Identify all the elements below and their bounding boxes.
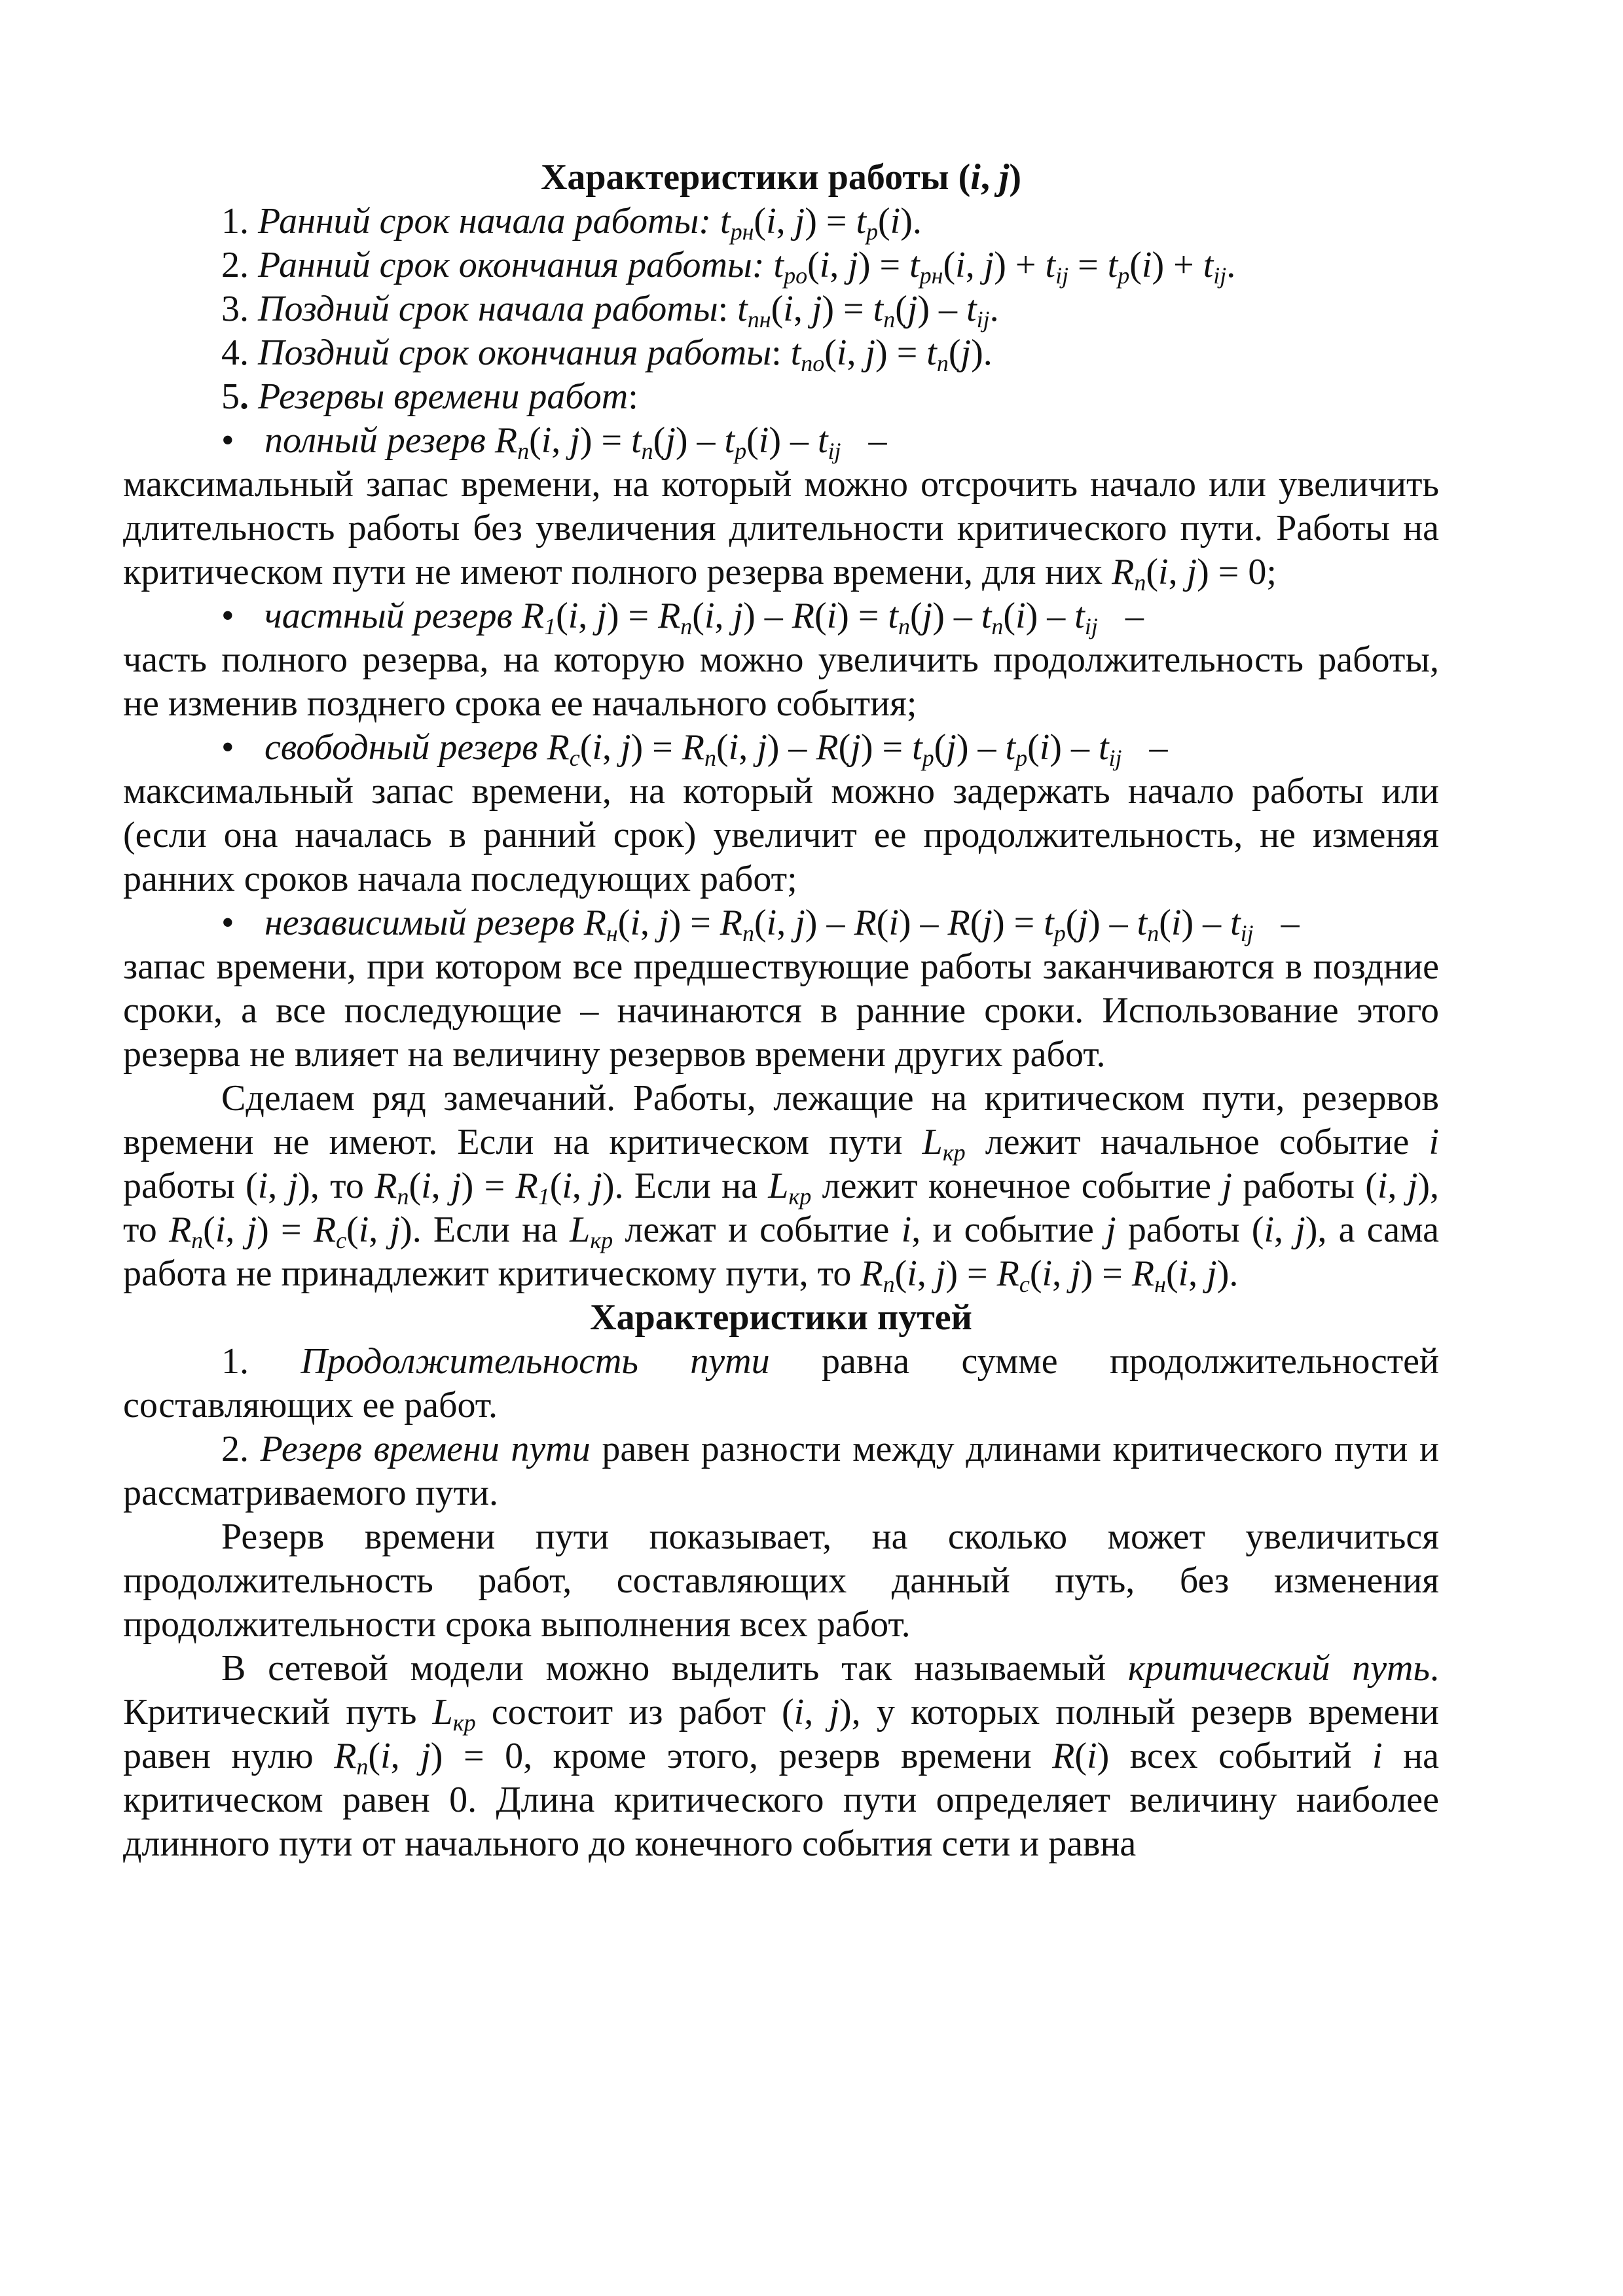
section2-title: Характеристики путей (590, 1297, 972, 1338)
document-page (123, 156, 1439, 1866)
bullet-independent-reserve: • независимый резерв $R_н(i$, $j) = R_п(i$, $j) - R(i) - R(j) = t_р(j) - t_п(i) - t_{ij}$ – (221, 903, 1300, 946)
paths-paragraph-4: В сетевой модели можно выделить так называемый критический путь. Критический путь $L_{кр}$ состоит из работ (i, j), у которых полный резерв времени равен нулю $R_п(i$, j) = 0, кроме этого, резерв времени R(i) всех событий i на критическом равен 0. Длина критического пути определяет величину наиболее длинного пути от начального до конечного события сети и равна (123, 1648, 1440, 1864)
section1-title: Характеристики работы (i, j) (540, 157, 1022, 198)
item-1: 1. Ранний срок начала работы: $t_{рн}(i$, $j) = t_р(i)$. (221, 201, 922, 245)
remarks-paragraph: Сделаем ряд замечаний. Работы, лежащие на критическом пути, резервов времени не имеют. Если на критическом пути $L_{кр}$ лежит начальное событие i работы (i, j), то $R_п(i$, $j) = R_1(i$, j). Если на $L_{кр}$ лежит конечное событие j работы (i, j), то $R_п(i$, $j) = R_с(i$, j). Если на $L_{кр}$ лежат и событие i, и событие j работы (i, j), а сама работа не принадлежит критическому пути, то $R_п(i$, $j) = R_с(i$, $j) = R_н(i$, j). (123, 1078, 1440, 1297)
paths-paragraph-1: 1. Продолжительность пути равна сумме продолжительностей составляющих ее работ. (123, 1341, 1440, 1426)
bullet-independent-reserve-text: запас времени, при котором все предшествующие работы заканчиваются в поздние сроки, а все последующие – начинаются в ранние сроки. Использование этого резерва не влияет на величину резервов времени других работ. (123, 946, 1439, 1075)
paths-paragraph-3: Резерв времени пути показывает, на сколько может увеличиться продолжительность работ, составляющих данный путь, без изменения продолжительности срока выполнения всех работ. (123, 1516, 1439, 1645)
item-5: 5. Резервы времени работ: (221, 376, 638, 417)
bullet-full-reserve-text: максимальный запас времени, на который можно отсрочить начало или увеличить длительность работы без увеличения длительности критического пути. Работы на критическом пути не имеют полного резерва времени, для них $R_п(i$, j) = 0; (123, 464, 1439, 596)
bullet-full-reserve: • полный резерв $R_п(i$, $j) = t_п(j) - t_р(i) - t_{ij}$ – (221, 420, 887, 464)
item-2: 2. Ранний срок окончания работы: $t_{ро}(i$, $j) = t_{рн}(i$, $j) + t_{ij} = t_р(i) + t_{ij}$. (221, 245, 1236, 289)
bullet-partial-reserve-text: часть полного резерва, на которую можно увеличить продолжительность работы, не изменив позднего срока ее начального события; (123, 639, 1439, 724)
paths-paragraph-2: 2. Резерв времени пути равен разности между длинами критического пути и рассматриваемого пути. (123, 1429, 1440, 1513)
bullet-free-reserve-text: максимальный запас времени, на который можно задержать начало работы или (если она началась в ранний срок) увеличит ее продолжительность, не изменяя ранних сроков начала последующих работ; (123, 771, 1439, 899)
item-4: 4. Поздний срок окончания работы: $t_{по}(i$, $j) = t_п(j)$. (221, 332, 993, 376)
bullet-partial-reserve: • частный резерв $R_1(i$, $j) = R_п(i$, $j) - R(i) = t_п(j) - t_п(i) - t_{ij}$ – (221, 596, 1144, 639)
bullet-free-reserve: • свободный резерв $R_с(i$, $j) = R_п(i$, $j) - R(j) = t_р(j) - t_р(i) - t_{ij}$ – (221, 727, 1168, 771)
item-3: 3. Поздний срок начала работы: $t_{пн}(i$, $j) = t_п(j) - t_{ij}$. (221, 289, 999, 332)
